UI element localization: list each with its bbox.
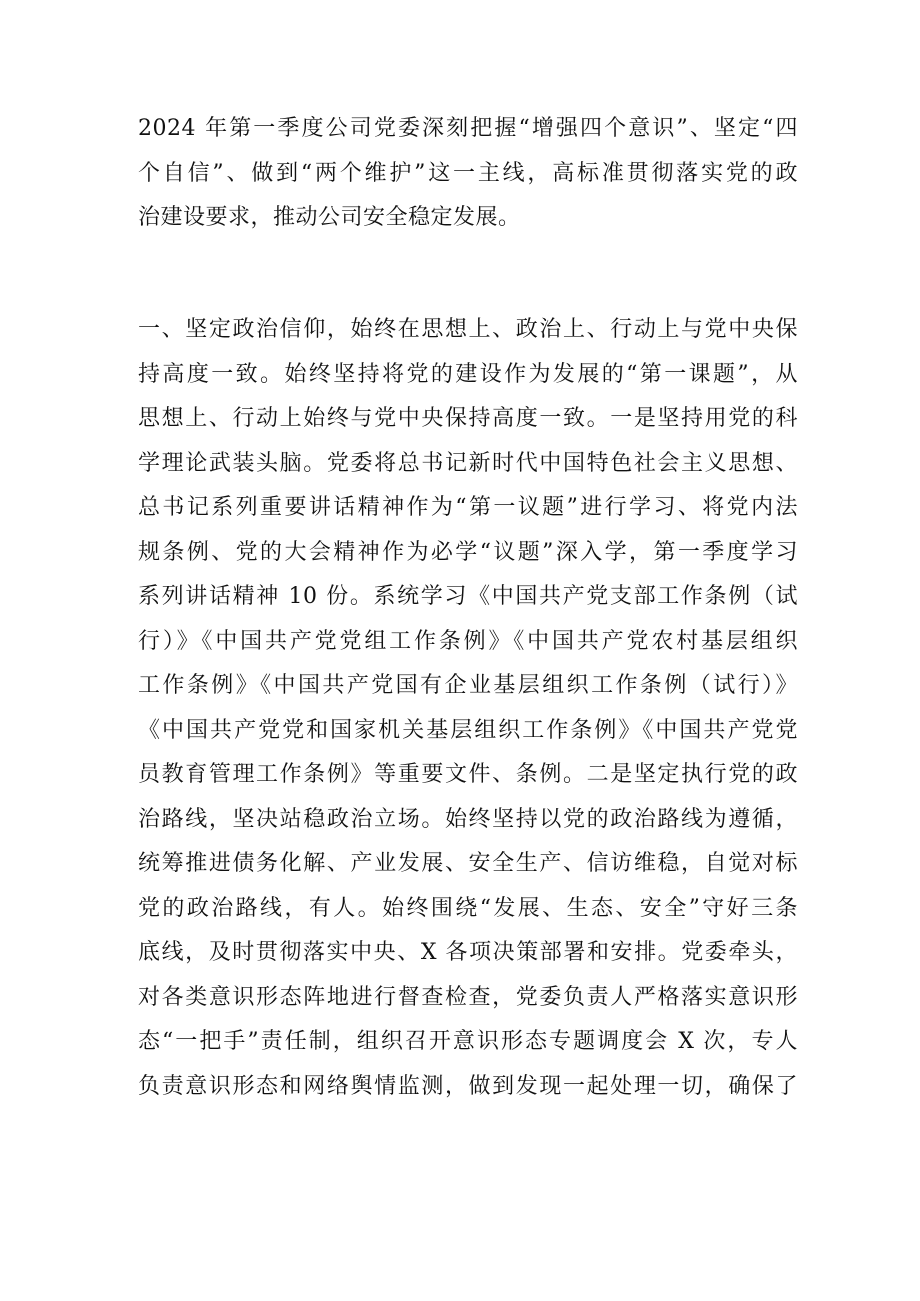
text-line: 治建设要求，推动公司安全稳定发展。 [138,205,521,230]
text-line: 员教育管理工作条例》等重要文件、条例。二是坚定执行党的政 [138,762,798,787]
text-line: 治路线，坚决站稳政治立场。始终坚持以党的政治路线为遵循， [138,806,798,832]
text-line: 底线，及时贯彻落实中央、X 各项决策部署和安排。党委牵头， [138,940,798,965]
text-line: 行）》《中国共产党党组工作条例》《中国共产党农村基层组织 [138,628,798,654]
text-line: 工作条例》《中国共产党国有企业基层组织工作条例（试行）》 [138,673,798,698]
text-line: 思想上、行动上始终与党中央保持高度一致。一是坚持用党的科 [138,406,798,431]
text-line: 总书记系列重要讲话精神作为“第一议题”进行学习、将党内法 [138,495,798,520]
text-line: 统筹推进债务化解、产业发展、安全生产、信访维稳，自觉对标 [138,851,798,876]
text-line: 2024 年第一季度公司党委深刻把握“增强四个意识”、坚定“四 [138,116,798,141]
text-line: 负责意识形态和网络舆情监测，做到发现一起处理一切，确保了 [138,1073,798,1099]
text-line: 持高度一致。始终坚持将党的建设作为发展的“第一课题”，从 [138,361,798,387]
text-line: 系列讲话精神 10 份。系统学习《中国共产党支部工作条例（试 [138,584,798,609]
text-line: 学理论武装头脑。党委将总书记新时代中国特色社会主义思想、 [138,450,798,476]
text-line: 党的政治路线，有人。始终围绕“发展、生态、安全”守好三条 [138,895,798,921]
text-line: 个自信”、做到“两个维护”这一主线，高标准贯彻落实党的政 [138,160,798,186]
text-line: 《中国共产党党和国家机关基层组织工作条例》《中国共产党党 [138,717,798,743]
text-line: 规条例、党的大会精神作为必学“议题”深入学，第一季度学习 [138,539,798,565]
intro-paragraph [138,107,798,241]
text-line: 对各类意识形态阵地进行督查检查，党委负责人严格落实意识形 [138,984,798,1010]
text-line: 一、坚定政治信仰，始终在思想上、政治上、行动上与党中央保 [138,317,798,342]
section-one-paragraph [138,308,798,1109]
text-line: 态“一把手”责任制，组织召开意识形态专题调度会 X 次，专人 [138,1029,798,1054]
